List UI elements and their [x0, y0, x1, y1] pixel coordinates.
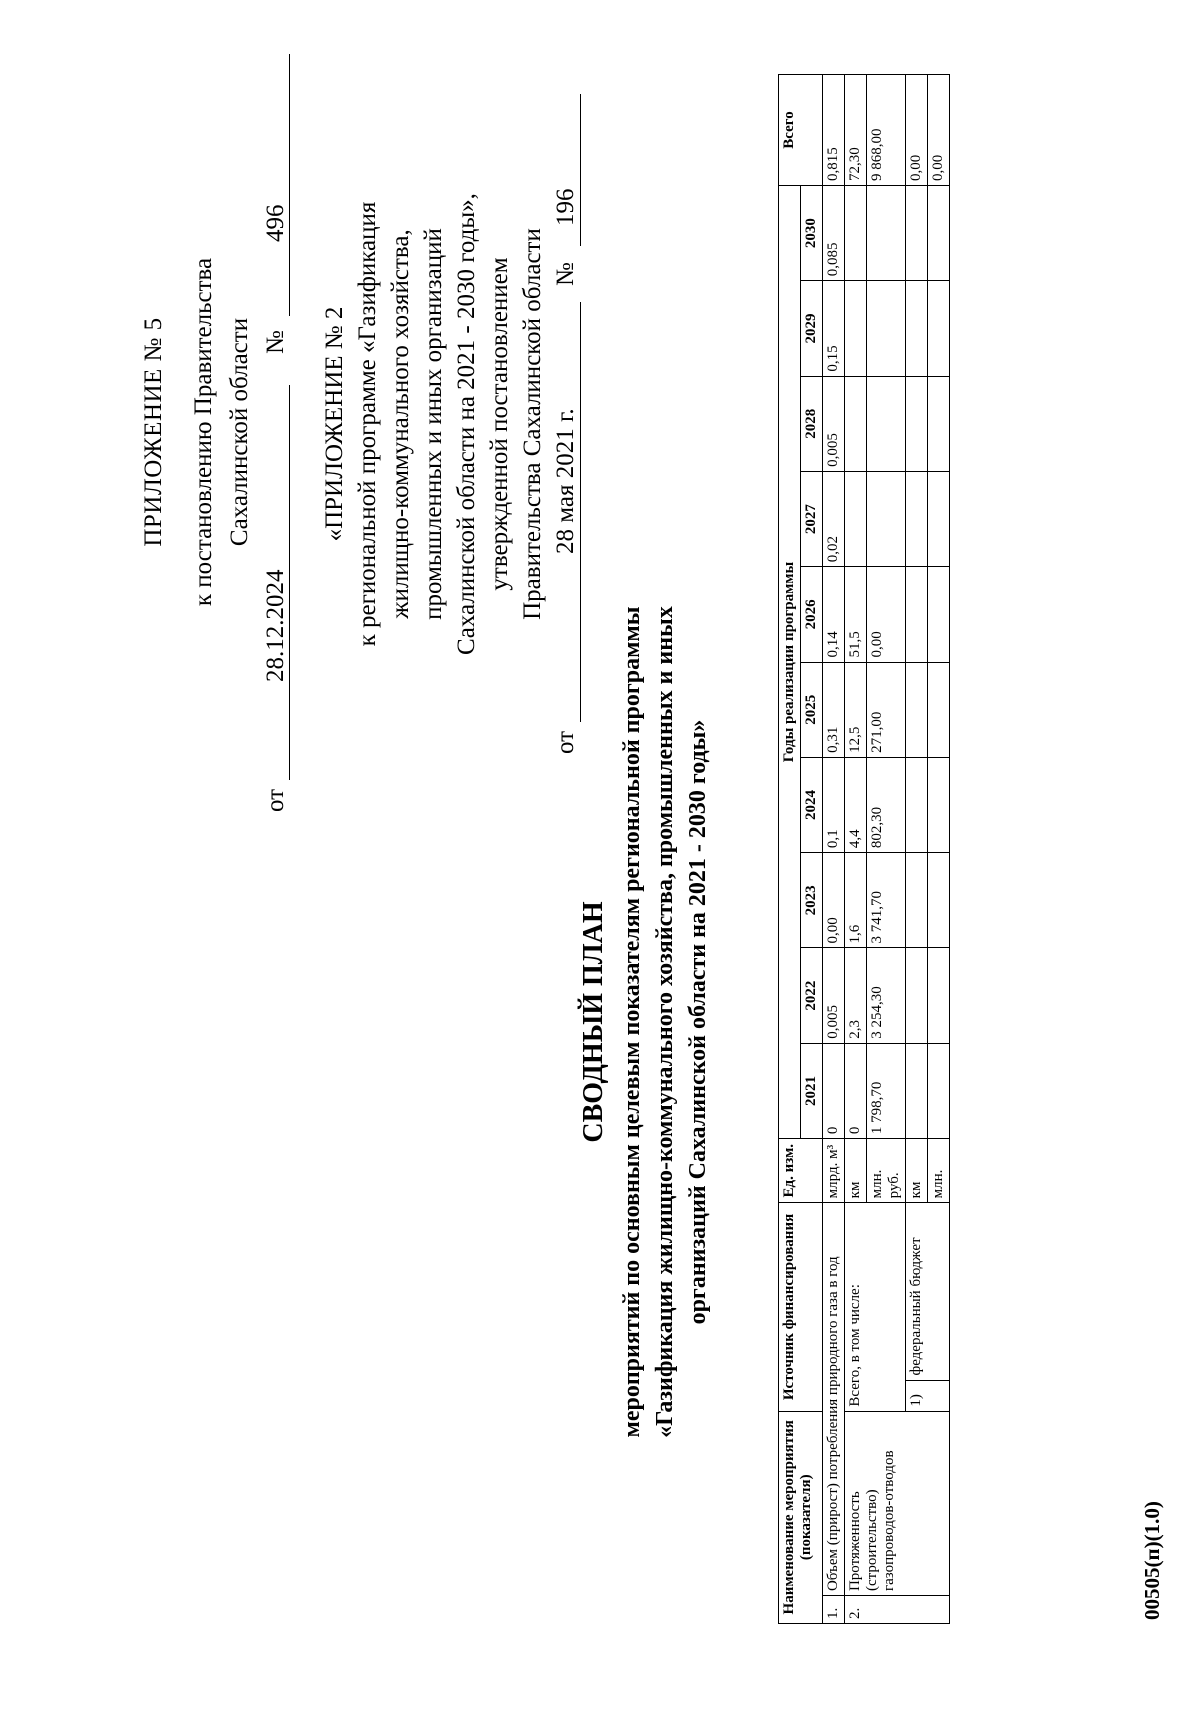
row-name: Объем (прирост) потребления природного газа в год — [823, 1203, 845, 1596]
summary-plan-table — [778, 74, 950, 1624]
row-unit: млрд. м³ — [823, 1139, 845, 1203]
plan-subtitle-line-3: организаций Сахалинской области на 2021 - 2030 годы» — [685, 719, 711, 1325]
program-number-label: № — [552, 262, 579, 286]
row-name: Протяженность (строительство) газопроводов-отводов — [845, 1411, 950, 1595]
row-value: 0,1 — [823, 757, 845, 852]
table-row — [845, 75, 867, 1624]
row-value: 0,00 — [867, 567, 906, 662]
year-header: 2022 — [801, 948, 823, 1043]
annex-date: 28.12.2024 — [262, 569, 289, 682]
row-value — [867, 471, 906, 566]
year-header: 2024 — [801, 757, 823, 852]
row-source: федеральный бюджет — [906, 1203, 950, 1380]
header-source: Источник финансирования — [779, 1203, 823, 1411]
row-number: 1. — [823, 1596, 845, 1624]
table-row — [823, 75, 845, 1624]
program-annex-line-2: жилищно-коммунального хозяйства, — [387, 229, 414, 619]
plan-subtitle — [616, 462, 715, 1582]
program-number: 196 — [552, 188, 579, 226]
row-total: 72,30 — [845, 75, 867, 186]
year-header: 2026 — [801, 567, 823, 662]
row-value — [845, 376, 867, 471]
row-value: 0,005 — [823, 948, 845, 1043]
row-value — [867, 185, 906, 280]
row-value: 0,31 — [823, 662, 845, 757]
header-unit: Ед. изм. — [779, 1139, 823, 1203]
program-annex-line-4: Сахалинской области на 2021 - 2030 годы», — [453, 193, 480, 655]
row-value: 0,00 — [823, 853, 845, 948]
row-unit: км — [845, 1139, 867, 1203]
row-value: 802,30 — [867, 757, 906, 852]
annex-region-line: Сахалинской области — [226, 317, 253, 547]
row-unit: млн. руб. — [867, 1139, 906, 1203]
annex-number-rule — [289, 54, 290, 316]
header-name: Наименование мероприятия (показателя) — [779, 1411, 823, 1623]
row-total: 9 868,00 — [867, 75, 906, 186]
row-value: 2,3 — [845, 948, 867, 1043]
row-value: 0,005 — [823, 376, 845, 471]
program-annex-line-5: утвержденной постановлением — [486, 257, 513, 591]
year-header: 2021 — [801, 1043, 823, 1138]
row-value: 0 — [823, 1043, 845, 1138]
row-total: 0,00 — [928, 75, 950, 186]
row-value — [845, 185, 867, 280]
row-value: 51,5 — [845, 567, 867, 662]
row-value: 12,5 — [845, 662, 867, 757]
program-annex-header — [318, 94, 585, 754]
year-header: 2029 — [801, 281, 823, 376]
annex-from-label: от — [262, 788, 289, 812]
row-value: 1,6 — [845, 853, 867, 948]
annex-header — [136, 52, 294, 812]
table-row — [906, 75, 928, 1624]
row-source: Всего, в том числе: — [845, 1203, 906, 1411]
program-from-label: от — [552, 730, 579, 754]
row-value — [867, 281, 906, 376]
row-value: 3 254,30 — [867, 948, 906, 1043]
plan-subtitle-line-2: «Газификация жилищно-коммунального хозяйства, промышленных и иных — [652, 606, 678, 1438]
year-header: 2027 — [801, 471, 823, 566]
row-value — [845, 471, 867, 566]
plan-subtitle-line-1: мероприятий по основным целевым показателям региональной программы — [619, 606, 645, 1438]
row-value: 4,4 — [845, 757, 867, 852]
year-header: 2023 — [801, 853, 823, 948]
annex-title: ПРИЛОЖЕНИЕ № 5 — [140, 317, 167, 547]
document-code: 00505(п)(1.0) — [1140, 1501, 1164, 1620]
row-total: 0,00 — [906, 75, 928, 186]
row-value: 1 798,70 — [867, 1043, 906, 1138]
row-value: 0,15 — [823, 281, 845, 376]
program-annex-line-1: к региональной программе «Газификация — [354, 201, 381, 647]
header-total: Всего — [779, 75, 823, 186]
row-sub-number: 1) — [906, 1380, 950, 1411]
row-value: 0,085 — [823, 185, 845, 280]
row-number: 2. — [845, 1596, 950, 1624]
table-header-row-1 — [779, 75, 801, 1624]
year-header: 2030 — [801, 185, 823, 280]
program-date: 28 мая 2021 г. — [552, 408, 579, 554]
annex-number: 496 — [262, 204, 289, 242]
row-total: 0,815 — [823, 75, 845, 186]
row-value: 271,00 — [867, 662, 906, 757]
annex-date-number-line — [258, 52, 294, 812]
program-annex-line-3: промышленных и иных организаций — [420, 228, 447, 620]
year-header: 2025 — [801, 662, 823, 757]
annex-number-label: № — [262, 330, 289, 354]
row-value — [845, 281, 867, 376]
plan-title: СВОДНЫЙ ПЛАН — [578, 901, 609, 1143]
program-annex-line-6: Правительства Сахалинской области — [519, 228, 546, 620]
annex-to-line: к постановлению Правительства — [190, 257, 217, 607]
row-unit: млн. — [928, 1139, 950, 1203]
row-unit: км — [906, 1139, 928, 1203]
row-value: 0,02 — [823, 471, 845, 566]
row-value: 0,14 — [823, 567, 845, 662]
row-value: 0 — [845, 1043, 867, 1138]
program-annex-title: «ПРИЛОЖЕНИЕ № 2 — [321, 306, 348, 542]
year-header: 2028 — [801, 376, 823, 471]
row-value: 3 741,70 — [867, 853, 906, 948]
row-value — [867, 376, 906, 471]
header-years: Годы реализации программы — [779, 185, 801, 1138]
